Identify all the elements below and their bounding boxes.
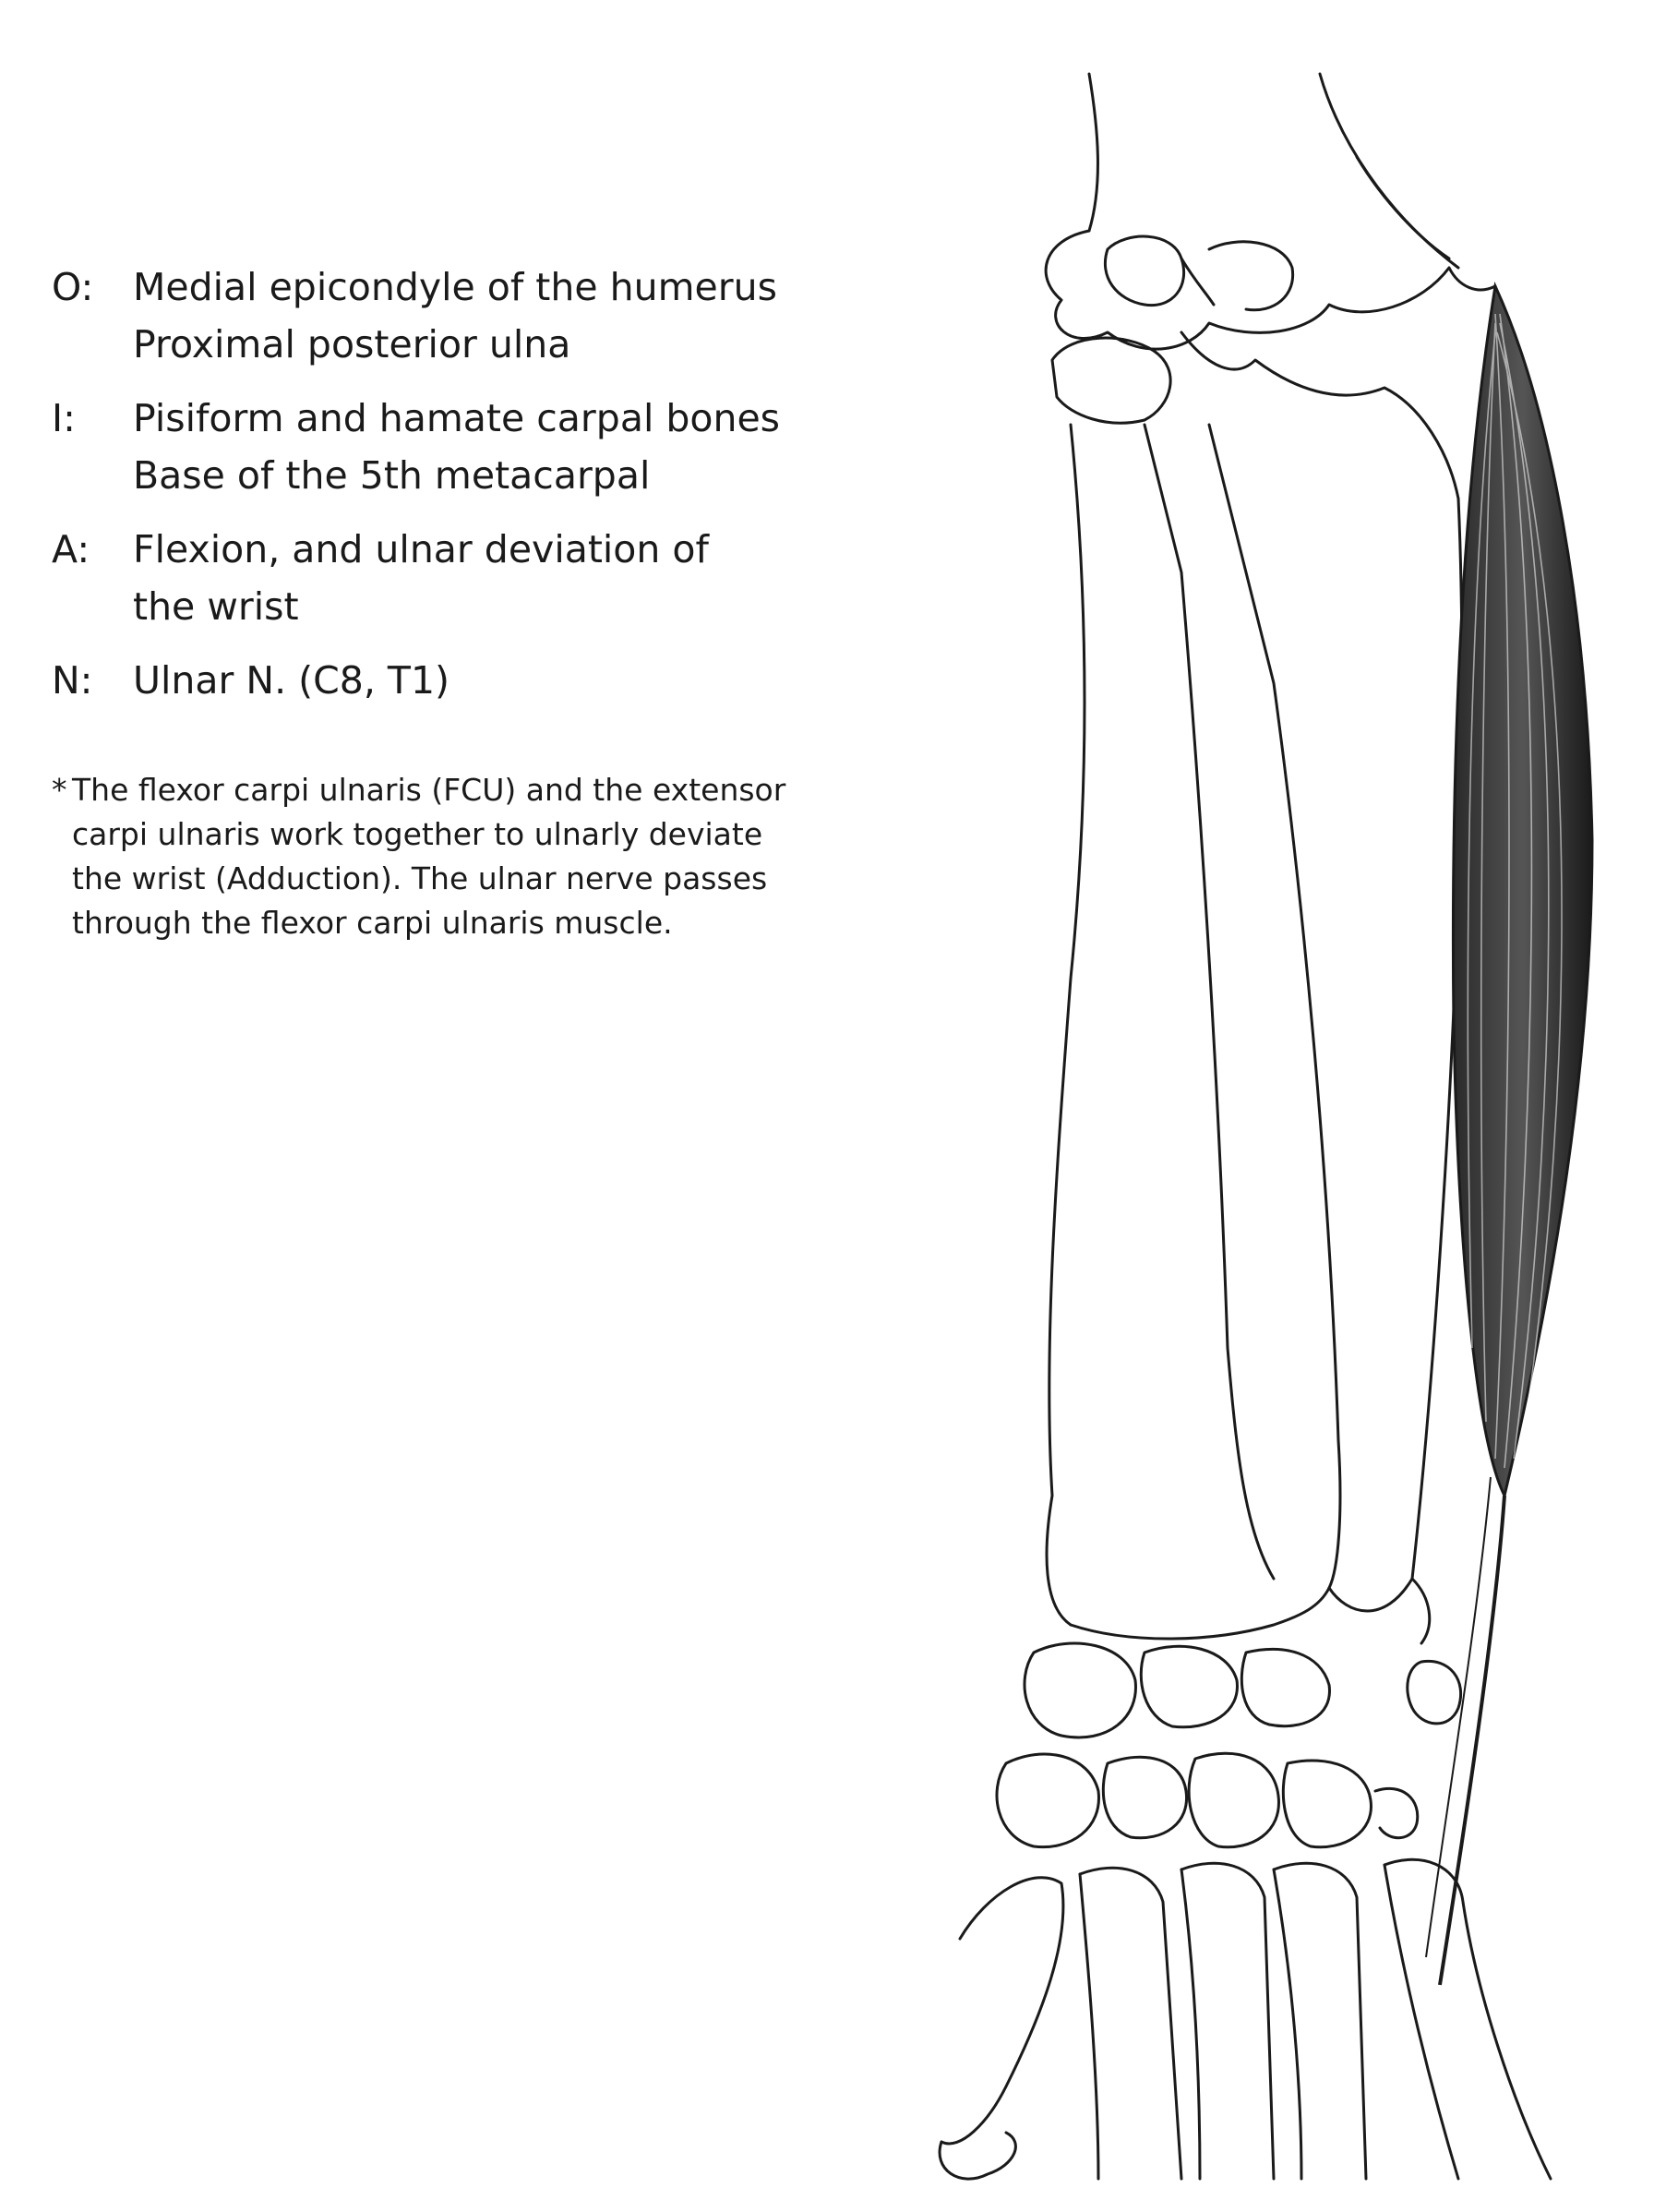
origin-line-1: Medial epicondyle of the humerus xyxy=(133,265,777,309)
insertion-lines xyxy=(133,390,864,504)
ulna-styloid xyxy=(1412,1579,1430,1643)
radius-distal-end xyxy=(1071,1588,1329,1639)
forearm-illustration xyxy=(905,55,1624,2197)
origin-entry xyxy=(52,258,864,373)
carpal-pisiform xyxy=(1408,1661,1461,1724)
fcu-tendon xyxy=(1440,1496,1504,1985)
hamate-hook xyxy=(1375,1788,1418,1837)
action-lines xyxy=(133,521,864,635)
metacarpal-1 xyxy=(941,1878,1063,2144)
muscle-info-panel xyxy=(52,258,864,945)
carpal-scaphoid xyxy=(1025,1643,1135,1737)
carpal-hamate xyxy=(1283,1761,1371,1847)
nerve-line-1: Ulnar N. (C8, T1) xyxy=(133,658,450,703)
metacarpal-2 xyxy=(1080,1868,1181,2179)
nerve-lines xyxy=(133,652,864,709)
footnote-line-1 xyxy=(52,768,845,812)
ulna-distal-end xyxy=(1329,1579,1412,1611)
insertion-key: I: xyxy=(52,396,76,440)
humerus-shaft-right xyxy=(1320,74,1458,268)
metacarpal-4 xyxy=(1274,1863,1366,2179)
humerus-shaft-left xyxy=(1089,74,1097,231)
carpal-lunate xyxy=(1141,1646,1237,1727)
footnote-line-2: carpi ulnaris work together to ulnarly deviate xyxy=(72,816,763,852)
capitulum xyxy=(1105,236,1183,306)
footnote-line-4: through the flexor carpi ulnaris muscle. xyxy=(72,905,673,941)
origin-lines xyxy=(133,258,864,373)
fcu-muscle-belly xyxy=(1453,286,1592,1496)
action-line-2: the wrist xyxy=(133,584,299,629)
action-line-1: Flexion, and ulnar deviation of xyxy=(133,527,709,571)
radius-medial-edge xyxy=(1145,425,1274,1579)
metacarpal-4-edge xyxy=(1274,1869,1301,2179)
carpal-trapezium xyxy=(997,1754,1098,1847)
action-entry xyxy=(52,521,864,635)
origin-key: O: xyxy=(52,265,94,309)
radius-head xyxy=(1052,338,1170,423)
metacarpal-5 xyxy=(1384,1859,1551,2179)
insertion-line-2: Base of the 5th metacarpal xyxy=(133,453,651,498)
nerve-key: N: xyxy=(52,658,93,703)
carpal-trapezoid xyxy=(1103,1757,1186,1838)
radius-lateral-edge xyxy=(1047,425,1085,1625)
humerus-shaft-inner xyxy=(1357,157,1449,258)
carpal-capitate xyxy=(1189,1753,1278,1846)
carpal-triquetrum xyxy=(1241,1649,1329,1725)
forearm-anatomy-svg xyxy=(905,55,1624,2197)
nerve-entry xyxy=(52,652,864,709)
metacarpal-3-edge xyxy=(1181,1869,1200,2179)
humerus-condyles xyxy=(1046,231,1495,349)
footnote-asterisk: * xyxy=(52,772,67,808)
footnote-line-3: the wrist (Adduction). The ulnar nerve passes xyxy=(72,860,768,896)
insertion-entry xyxy=(52,390,864,504)
footnote-line-1-text: The flexor carpi ulnaris (FCU) and the extensor xyxy=(72,772,786,808)
insertion-line-1: Pisiform and hamate carpal bones xyxy=(133,396,781,440)
trochlea-groove xyxy=(1181,258,1214,305)
metacarpal-2-edge xyxy=(1080,1874,1098,2179)
flexor-carpi-ulnaris-muscle xyxy=(1426,286,1592,1985)
footnote xyxy=(52,768,845,945)
ulna-olecranon xyxy=(1181,332,1458,499)
metacarpal-1-head xyxy=(940,2133,1015,2179)
trochlea xyxy=(1209,242,1293,310)
origin-line-2: Proximal posterior ulna xyxy=(133,322,571,367)
action-key: A: xyxy=(52,527,90,571)
ulna-lateral-edge xyxy=(1209,425,1340,1588)
metacarpal-5-edge xyxy=(1384,1865,1458,2179)
